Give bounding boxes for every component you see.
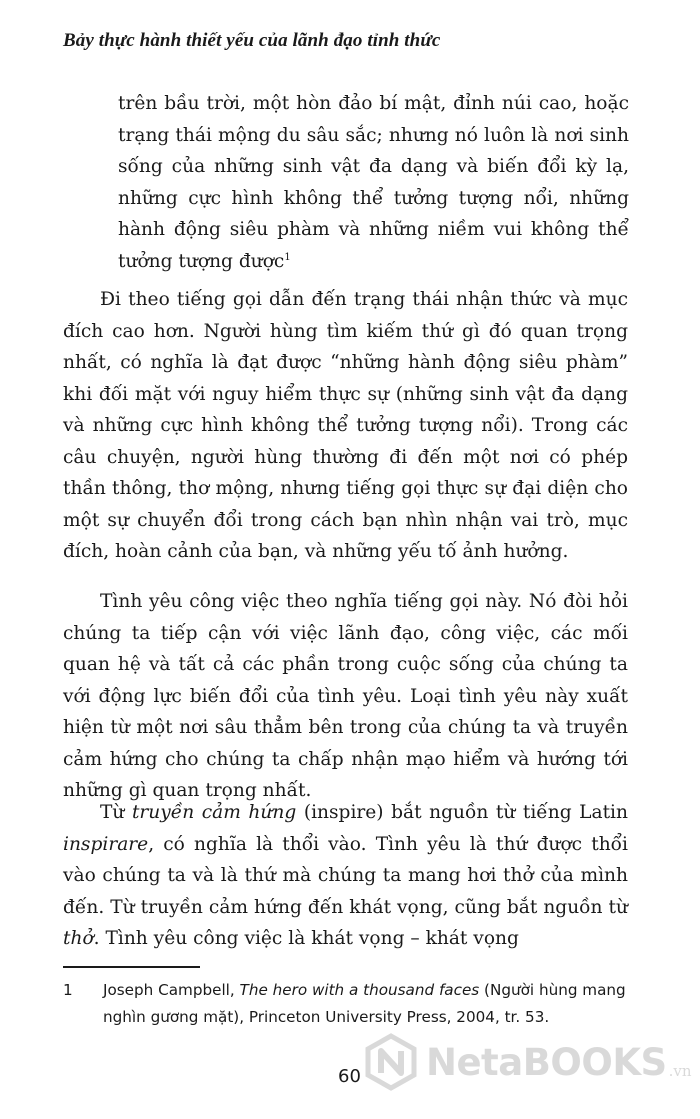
watermark-suffix: .vn — [668, 1062, 692, 1080]
running-header: Bảy thực hành thiết yếu của lãnh đạo tỉnh thức — [63, 30, 441, 51]
text-run: , có nghĩa là thổi vào. Tình yêu là thứ được thổi vào chúng ta và là thứ mà chúng ta mang hơi thở của mình đến. Từ truyền cảm hứng đến khát vọng, cũng bắt nguồn từ — [63, 833, 628, 918]
watermark-text: NetaBOOKS — [426, 1040, 667, 1084]
footnote-number: 1 — [63, 981, 73, 999]
paragraph-2: Tình yêu công việc theo nghĩa tiếng gọi này. Nó đòi hỏi chúng ta tiếp cận với việc lãnh đạo, công việc, các mối quan hệ và tất cả các phần trong cuộc sống của chúng ta với động lực biến đổi của tình yêu. Loại tình yêu này xuất hiện từ một nơi sâu thẳm bên trong của chúng ta và truyền cảm hứng cho chúng ta chấp nhận mạo hiểm và hướng tới những gì quan trọng nhất. — [63, 591, 628, 801]
paragraph-1: Đi theo tiếng gọi dẫn đến trạng thái nhận thức và mục đích cao hơn. Người hùng tìm kiếm thứ gì đó quan trọng nhất, có nghĩa là đạt được “những hành động siêu phàm” khi đối mặt với nguy hiểm thực sự (những sinh vật đa dạng và những cực hình không thể tưởng tượng nổi). Trong các câu chuyện, người hùng thường đi đến một nơi có phép thần thông, thơ mộng, nhưng tiếng gọi thực sự đại diện cho một sự chuyển đổi trong cách bạn nhìn nhận vai trò, mục đích, hoàn cảnh của bạn, và những yếu tố ảnh hưởng. — [63, 289, 628, 562]
publisher-watermark — [362, 1022, 692, 1102]
text-run: (inspire) bắt nguồn từ tiếng Latin — [296, 802, 628, 823]
italic-term: thở — [63, 928, 94, 949]
footnote-divider — [63, 966, 200, 968]
footnote-reference[interactable]: 1 — [284, 251, 291, 263]
quote-text: trên bầu trời, một hòn đảo bí mật, đỉnh núi cao, hoặc trạng thái mộng du sâu sắc; nhưng nó luôn là nơi sinh sống của những sinh vật đa dạng và biến đổi kỳ lạ, những cực hình không thể tưởng tượng nổi, những hành động siêu phàm và những niềm vui không thể tưởng tượng được — [118, 93, 629, 272]
italic-term: inspirare — [63, 833, 149, 855]
netabooks-logo-icon — [362, 1033, 420, 1091]
text-run: Từ — [100, 802, 132, 823]
paragraph-3 — [63, 797, 628, 955]
footnote-book-title: The hero with a thousand faces — [239, 981, 480, 999]
page-number: 60 — [338, 1066, 361, 1087]
footnote-details: (Người hùng mang nghìn gương mặt), Princeton University Press, 2004, tr. 53. — [103, 981, 626, 1026]
footnote-author: Joseph Campbell, — [103, 981, 240, 999]
block-quote — [118, 88, 629, 277]
text-run: . Tình yêu công việc là khát vọng – khát vọng — [93, 928, 519, 949]
italic-term: truyền cảm hứng — [131, 802, 297, 823]
